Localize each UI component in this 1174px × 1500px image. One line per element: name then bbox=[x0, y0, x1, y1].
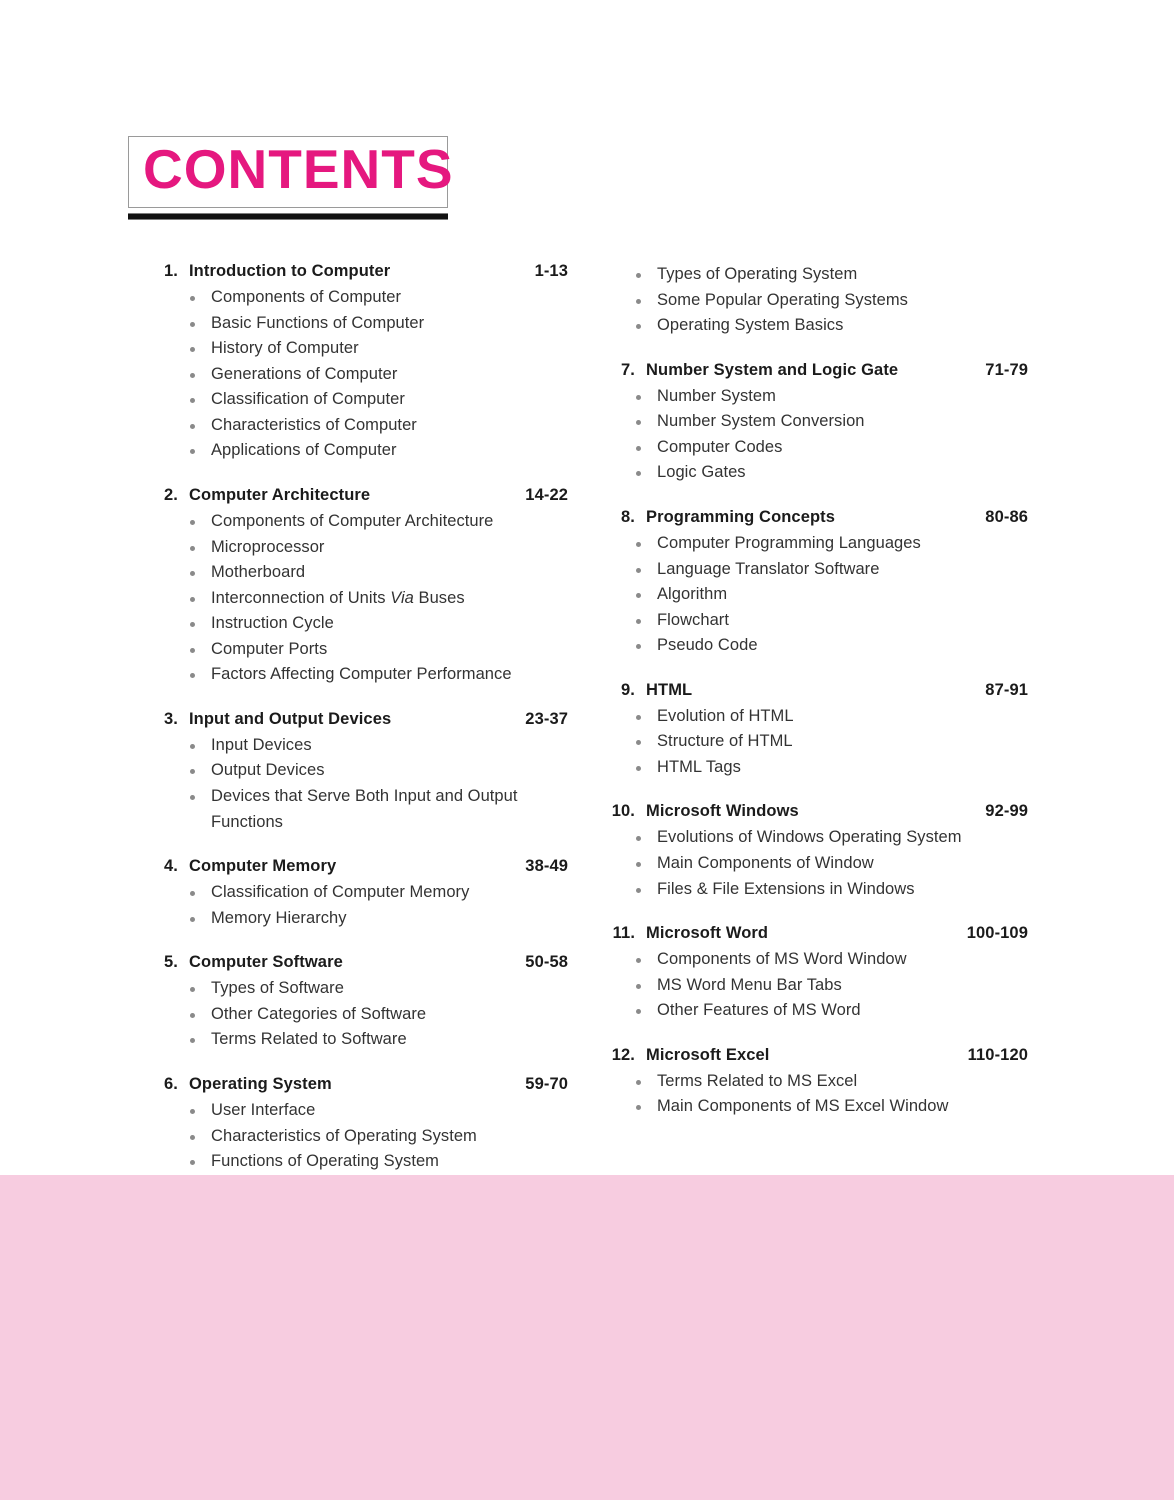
topic-item[interactable] bbox=[605, 531, 1028, 557]
topic-label: Files & File Extensions in Windows bbox=[657, 879, 915, 898]
topic-label: Evolution of HTML bbox=[657, 706, 794, 725]
topic-label: Types of Operating System bbox=[657, 265, 858, 283]
topic-list bbox=[605, 704, 1028, 781]
topic-label: Some Popular Operating Systems bbox=[657, 290, 908, 309]
topic-list bbox=[148, 733, 568, 835]
chapter-page-range: 38-49 bbox=[525, 857, 568, 876]
chapter-page-range: 110-120 bbox=[967, 1045, 1028, 1064]
topic-item[interactable] bbox=[148, 1149, 568, 1175]
topic-label: Logic Gates bbox=[657, 463, 746, 482]
chapter-number: 8. bbox=[621, 507, 635, 526]
chapter-page-range: 59-70 bbox=[525, 1074, 568, 1093]
topic-item[interactable] bbox=[605, 262, 1028, 288]
topic-item[interactable] bbox=[148, 1002, 568, 1028]
chapter-entry[interactable] bbox=[148, 857, 568, 876]
bullet-dot-icon bbox=[190, 987, 195, 992]
title-underline-rule bbox=[128, 213, 448, 220]
topic-item[interactable] bbox=[148, 535, 568, 561]
topic-item[interactable] bbox=[148, 906, 568, 932]
topic-item[interactable] bbox=[148, 1027, 568, 1053]
topic-item[interactable] bbox=[148, 1098, 568, 1124]
topic-list bbox=[605, 947, 1028, 1024]
bullet-dot-icon bbox=[190, 769, 195, 774]
topic-label: History of Computer bbox=[211, 339, 359, 358]
bullet-dot-icon bbox=[636, 1080, 641, 1085]
chapter-title: Input and Output Devices bbox=[189, 709, 392, 728]
bullet-dot-icon bbox=[636, 715, 641, 720]
topic-label: Characteristics of Computer bbox=[211, 415, 417, 434]
topic-item[interactable] bbox=[605, 288, 1028, 314]
topic-item[interactable] bbox=[148, 784, 568, 835]
chapter-title: HTML bbox=[646, 680, 693, 699]
bullet-dot-icon bbox=[190, 622, 195, 627]
bullet-dot-icon bbox=[636, 1105, 641, 1110]
chapter-page-range: 1-13 bbox=[534, 262, 568, 280]
toc-right-column bbox=[588, 262, 1174, 1175]
bullet-dot-icon bbox=[636, 740, 641, 745]
bullet-dot-icon bbox=[190, 449, 195, 454]
bullet-dot-icon bbox=[636, 395, 641, 400]
topic-label: Language Translator Software bbox=[657, 559, 880, 578]
topic-label: Operating System Basics bbox=[657, 316, 844, 335]
bullet-dot-icon bbox=[190, 891, 195, 896]
topic-label: Characteristics of Operating System bbox=[211, 1126, 477, 1145]
topic-label: Applications of Computer bbox=[211, 441, 397, 460]
topic-label: Factors Affecting Computer Performance bbox=[211, 665, 512, 684]
chapter-entry[interactable] bbox=[148, 486, 568, 505]
topic-list bbox=[605, 384, 1028, 486]
topic-item[interactable] bbox=[148, 387, 568, 413]
topic-label: User Interface bbox=[211, 1100, 316, 1119]
topic-label: Number System Conversion bbox=[657, 412, 865, 431]
chapter-entry[interactable] bbox=[605, 681, 1028, 700]
topic-label: Components of Computer bbox=[211, 288, 402, 306]
page-title-block bbox=[128, 136, 454, 220]
topic-label: Interconnection of Units Via Buses bbox=[211, 588, 465, 607]
bullet-dot-icon bbox=[190, 424, 195, 429]
bullet-dot-icon bbox=[190, 1135, 195, 1140]
topic-item[interactable] bbox=[605, 608, 1028, 634]
topic-label: Flowchart bbox=[657, 610, 729, 629]
topic-item[interactable] bbox=[605, 973, 1028, 999]
topic-item[interactable] bbox=[148, 311, 568, 337]
chapter-page-range: 92-99 bbox=[985, 802, 1028, 821]
topic-item[interactable] bbox=[605, 557, 1028, 583]
bullet-dot-icon bbox=[636, 471, 641, 476]
topic-list bbox=[605, 531, 1028, 659]
topic-label: Output Devices bbox=[211, 761, 325, 780]
topic-item[interactable] bbox=[148, 285, 568, 311]
topic-label: Computer Programming Languages bbox=[657, 533, 921, 552]
topic-label: Devices that Serve Both Input and Output Functions bbox=[211, 787, 518, 831]
bullet-dot-icon bbox=[190, 795, 195, 800]
chapter-title: Number System and Logic Gate bbox=[646, 360, 899, 379]
topic-label: Microprocessor bbox=[211, 537, 325, 556]
topic-label: Components of Computer Architecture bbox=[211, 511, 494, 530]
chapter-title: Microsoft Word bbox=[646, 924, 769, 943]
topic-label: Functions of Operating System bbox=[211, 1152, 439, 1171]
topic-item[interactable] bbox=[605, 755, 1028, 781]
topic-item[interactable] bbox=[605, 704, 1028, 730]
bullet-dot-icon bbox=[190, 347, 195, 352]
topic-label: Input Devices bbox=[211, 735, 312, 754]
topic-item[interactable] bbox=[148, 586, 568, 612]
bullet-dot-icon bbox=[636, 273, 641, 278]
chapter-entry[interactable] bbox=[605, 802, 1028, 821]
topic-item[interactable] bbox=[605, 729, 1028, 755]
topic-label: Computer Ports bbox=[211, 639, 328, 658]
bullet-dot-icon bbox=[190, 648, 195, 653]
chapter-page-range: 14-22 bbox=[525, 485, 568, 504]
chapter-number: 11. bbox=[612, 924, 635, 943]
topic-item[interactable] bbox=[148, 336, 568, 362]
topic-label: Other Categories of Software bbox=[211, 1004, 427, 1023]
bullet-dot-icon bbox=[190, 1160, 195, 1165]
topic-item[interactable] bbox=[148, 413, 568, 439]
bullet-dot-icon bbox=[636, 1009, 641, 1014]
topic-item[interactable] bbox=[148, 758, 568, 784]
topic-item[interactable] bbox=[605, 851, 1028, 877]
bullet-dot-icon bbox=[190, 520, 195, 525]
topic-label: Main Components of Window bbox=[657, 854, 874, 872]
topic-item[interactable] bbox=[605, 1094, 1028, 1120]
topic-label: Evolutions of Windows Operating System bbox=[657, 828, 962, 847]
bullet-dot-icon bbox=[636, 619, 641, 624]
bullet-dot-icon bbox=[190, 296, 195, 301]
topic-item[interactable] bbox=[605, 409, 1028, 435]
bullet-dot-icon bbox=[636, 420, 641, 425]
page-title: CONTENTS bbox=[143, 138, 454, 200]
bullet-dot-icon bbox=[636, 299, 641, 304]
chapter-page-range: 23-37 bbox=[525, 709, 568, 728]
topic-label: Generations of Computer bbox=[211, 364, 398, 383]
topic-item[interactable] bbox=[605, 582, 1028, 608]
bullet-dot-icon bbox=[636, 862, 641, 867]
topic-label: Computer Codes bbox=[657, 437, 783, 456]
topic-item[interactable] bbox=[148, 362, 568, 388]
chapter-number: 6. bbox=[164, 1074, 178, 1093]
chapter-title: Computer Software bbox=[189, 953, 343, 972]
chapter-number: 4. bbox=[164, 857, 178, 876]
topic-item[interactable] bbox=[148, 733, 568, 759]
bullet-dot-icon bbox=[636, 888, 641, 893]
bullet-dot-icon bbox=[636, 542, 641, 547]
topic-item[interactable] bbox=[605, 633, 1028, 659]
topic-item[interactable] bbox=[605, 947, 1028, 973]
topic-item[interactable] bbox=[148, 611, 568, 637]
chapter-number: 1. bbox=[164, 262, 178, 280]
bullet-dot-icon bbox=[190, 744, 195, 749]
footer-color-band bbox=[0, 1175, 1174, 1500]
topic-label: Classification of Computer Memory bbox=[211, 883, 470, 902]
topic-list bbox=[605, 262, 1028, 339]
topic-label: Terms Related to Software bbox=[211, 1030, 407, 1049]
chapter-title: Operating System bbox=[189, 1074, 332, 1093]
topic-item[interactable] bbox=[605, 998, 1028, 1024]
chapter-number: 3. bbox=[164, 709, 178, 728]
topic-item[interactable] bbox=[148, 1124, 568, 1150]
chapter-entry[interactable] bbox=[605, 924, 1028, 943]
toc-left-column bbox=[0, 262, 588, 1175]
bullet-dot-icon bbox=[190, 1038, 195, 1043]
bullet-dot-icon bbox=[636, 836, 641, 841]
topic-item[interactable] bbox=[605, 460, 1028, 486]
chapter-number: 9. bbox=[621, 680, 635, 699]
topic-item[interactable] bbox=[605, 825, 1028, 851]
topic-label: Pseudo Code bbox=[657, 636, 758, 655]
topic-item[interactable] bbox=[605, 313, 1028, 339]
topic-item[interactable] bbox=[148, 637, 568, 663]
bullet-dot-icon bbox=[636, 568, 641, 573]
topic-label: Algorithm bbox=[657, 585, 728, 604]
chapter-page-range: 80-86 bbox=[985, 507, 1028, 526]
bullet-dot-icon bbox=[190, 1109, 195, 1114]
topic-item[interactable] bbox=[148, 509, 568, 535]
topic-item[interactable] bbox=[148, 976, 568, 1002]
topic-item[interactable] bbox=[148, 662, 568, 688]
topic-label: Structure of HTML bbox=[657, 732, 793, 751]
chapter-number: 2. bbox=[164, 485, 178, 504]
topic-label: MS Word Menu Bar Tabs bbox=[657, 975, 842, 994]
bullet-dot-icon bbox=[190, 373, 195, 378]
chapter-number: 5. bbox=[164, 953, 178, 972]
topic-item[interactable] bbox=[605, 877, 1028, 903]
chapter-title: Introduction to Computer bbox=[189, 262, 391, 280]
topic-label: Classification of Computer bbox=[211, 390, 405, 409]
chapter-entry[interactable] bbox=[148, 710, 568, 729]
chapter-entry[interactable] bbox=[605, 508, 1028, 527]
bullet-dot-icon bbox=[190, 322, 195, 327]
topic-item[interactable] bbox=[148, 880, 568, 906]
chapter-title: Computer Memory bbox=[189, 857, 337, 876]
chapter-number: 7. bbox=[621, 360, 635, 379]
bullet-dot-icon bbox=[636, 446, 641, 451]
topic-label: Memory Hierarchy bbox=[211, 908, 347, 927]
chapter-number: 10. bbox=[611, 802, 635, 821]
chapter-number: 12. bbox=[611, 1045, 635, 1064]
topic-item[interactable] bbox=[148, 560, 568, 586]
chapter-entry[interactable] bbox=[148, 953, 568, 972]
chapter-entry[interactable] bbox=[148, 1075, 568, 1094]
bullet-dot-icon bbox=[636, 324, 641, 329]
bullet-dot-icon bbox=[636, 766, 641, 771]
topic-item[interactable] bbox=[605, 435, 1028, 461]
topic-label: HTML Tags bbox=[657, 757, 741, 776]
bullet-dot-icon bbox=[190, 917, 195, 922]
chapter-entry[interactable] bbox=[148, 262, 568, 281]
bullet-dot-icon bbox=[636, 984, 641, 989]
topic-label: Components of MS Word Window bbox=[657, 950, 907, 969]
topic-item[interactable] bbox=[148, 438, 568, 464]
chapter-title: Microsoft Excel bbox=[646, 1045, 770, 1064]
topic-label: Motherboard bbox=[211, 563, 306, 582]
chapter-title: Computer Architecture bbox=[189, 485, 371, 504]
topic-list bbox=[148, 880, 568, 931]
chapter-page-range: 50-58 bbox=[525, 953, 568, 972]
page-title-box bbox=[128, 136, 454, 208]
topic-list bbox=[148, 976, 568, 1053]
bullet-dot-icon bbox=[190, 1013, 195, 1018]
chapter-page-range: 100-109 bbox=[966, 924, 1028, 943]
chapter-page-range: 87-91 bbox=[985, 680, 1028, 699]
topic-list bbox=[605, 1069, 1028, 1120]
chapter-title: Programming Concepts bbox=[646, 507, 836, 526]
topic-label: Other Features of MS Word bbox=[657, 1001, 861, 1020]
bullet-dot-icon bbox=[636, 593, 641, 598]
topic-label: Basic Functions of Computer bbox=[211, 313, 425, 332]
chapter-page-range: 71-79 bbox=[985, 360, 1028, 379]
topic-list bbox=[605, 825, 1028, 902]
bullet-dot-icon bbox=[190, 546, 195, 551]
bullet-dot-icon bbox=[636, 644, 641, 649]
bullet-dot-icon bbox=[190, 597, 195, 602]
toc-columns bbox=[0, 262, 1174, 1175]
topic-list bbox=[148, 285, 568, 464]
topic-label: Types of Software bbox=[211, 979, 344, 998]
topic-item[interactable] bbox=[605, 384, 1028, 410]
chapter-title: Microsoft Windows bbox=[646, 802, 799, 821]
topic-item[interactable] bbox=[605, 1069, 1028, 1095]
chapter-entry[interactable] bbox=[605, 361, 1028, 380]
topic-list bbox=[148, 509, 568, 688]
topic-list bbox=[148, 1098, 568, 1175]
bullet-dot-icon bbox=[190, 673, 195, 678]
bullet-dot-icon bbox=[190, 571, 195, 576]
topic-label: Instruction Cycle bbox=[211, 614, 334, 633]
bullet-dot-icon bbox=[636, 958, 641, 963]
topic-label: Terms Related to MS Excel bbox=[657, 1071, 858, 1090]
chapter-entry[interactable] bbox=[605, 1046, 1028, 1065]
bullet-dot-icon bbox=[190, 398, 195, 403]
topic-label: Number System bbox=[657, 386, 776, 405]
topic-label: Main Components of MS Excel Window bbox=[657, 1097, 949, 1116]
